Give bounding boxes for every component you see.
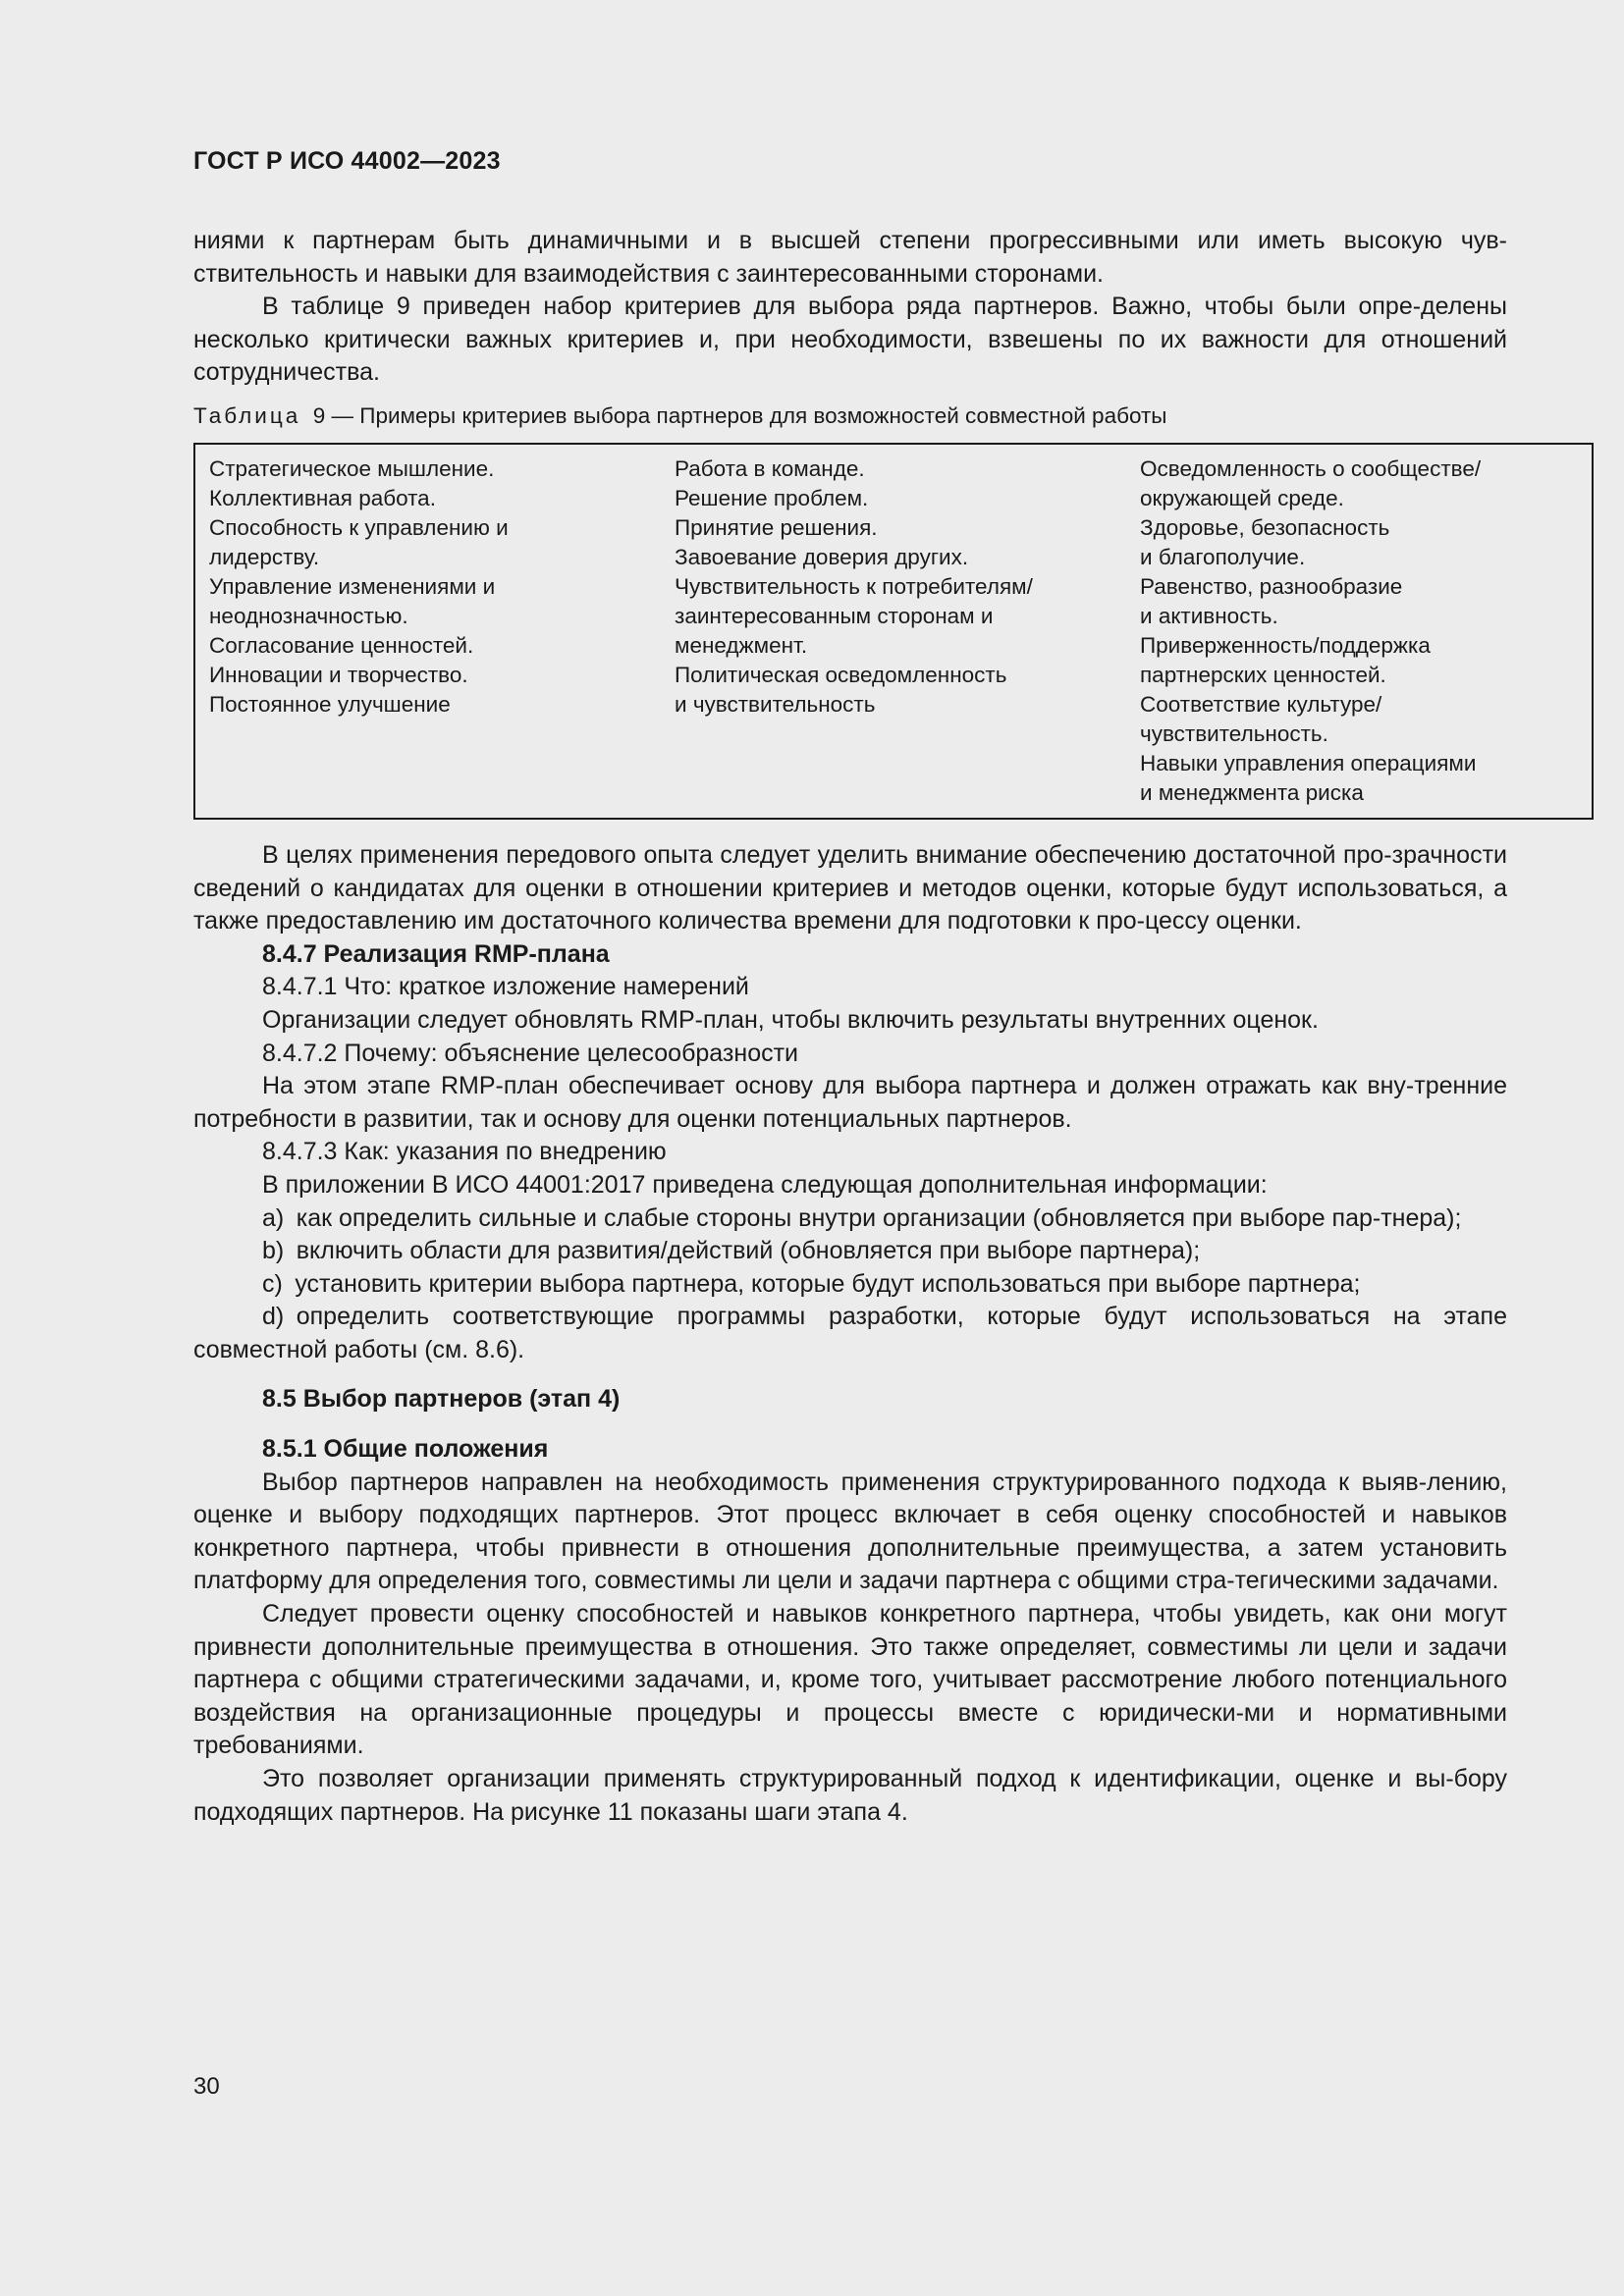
table-cell-line: Здоровье, безопасность <box>1140 514 1390 540</box>
table-cell-line: Постоянное улучшение <box>209 691 451 717</box>
subsection-heading-8-4-7-3: 8.4.7.3 Как: указания по внедрению <box>262 1138 667 1166</box>
table-cell-line: Стратегическое мышление. <box>209 455 495 481</box>
table-cell-line: неоднозначностью. <box>209 603 408 628</box>
criteria-table <box>193 443 1594 820</box>
paragraph-8-4-7-3-intro: В приложении В ИСО 44001:2017 приведена следующая дополнительная информации: <box>262 1170 1268 1199</box>
table-cell-line: чувствительность. <box>1140 721 1328 746</box>
paragraph-8-4-7-2: На этом этапе RMP-план обеспечивает основу для выбора партнера и должен отражать как вну-тренние потребности в развитии, так и основу для оценки потенциальных партнеров. <box>193 1072 1507 1133</box>
table-cell-line: Равенство, разнообразие <box>1140 573 1403 599</box>
table-caption-text: 9 — Примеры критериев выбора партнеров для возможностей совместной работы <box>312 402 1167 428</box>
paragraph-best-practice: В целях применения передового опыта следует уделить внимание обеспечению достаточной про-зрачности сведений о кандидатах для оценки в отношении критериев и методов оценки, которые будут использоваться, а также предоставлению им достаточного количества времени для подготовки к про-цессу оценки. <box>193 840 1507 935</box>
subsection-heading-8-4-7-1: 8.4.7.1 Что: краткое изложение намерений <box>262 973 749 1001</box>
table-cell-line: Принятие решения. <box>675 514 878 540</box>
section-heading-8-5-1: 8.5.1 Общие положения <box>262 1435 549 1464</box>
table-cell-line: Работа в команде. <box>675 455 865 481</box>
table-cell-line: Осведомленность о сообществе/ <box>1140 455 1482 481</box>
paragraph-continuation: ниями к партнерам быть динамичными и в высшей степени прогрессивными или иметь высокую чув-ствительность и навыки для взаимодействия с заинтересованными сторонами. <box>193 227 1507 288</box>
section-gap <box>193 1416 1507 1433</box>
table-row <box>194 444 1593 819</box>
table-cell-line: Политическая осведомленность <box>675 662 1007 687</box>
table-cell-line: окружающей среде. <box>1140 485 1344 510</box>
table-cell-line: Чувствительность к потребителям/ <box>675 573 1033 599</box>
paragraph-table-intro: В таблице 9 приведен набор критериев для выбора ряда партнеров. Важно, чтобы были опре-делены несколько критически важных критериев и, при необходимости, взвешены по их важности для отношений сотрудничества. <box>193 293 1507 387</box>
table-cell-line: и благополучие. <box>1140 544 1306 569</box>
table-cell-column-2 <box>661 444 1126 819</box>
list-item-c: c) установить критерии выбора партнера, которые будут использоваться при выборе партнера; <box>262 1269 1361 1298</box>
section-heading-8-4-7: 8.4.7 Реализация RMP-плана <box>262 939 610 968</box>
section-heading-8-5: 8.5 Выбор партнеров (этап 4) <box>262 1385 621 1414</box>
paragraph-8-5-1-a: Выбор партнеров направлен на необходимость применения структурированного подхода к выяв-лению, оценке и выбору подходящих партнеров. Этот процесс включает в себя оценку способностей и навыков конкретного партнера, чтобы привнести в отношения дополнительные преимущества, а затем установить платформу для определения того, совместимы ли цели и задачи партнера с общими стра-тегическими задачами. <box>193 1468 1507 1595</box>
table-cell-line: и менеджмента риска <box>1140 779 1364 805</box>
table-cell-column-1 <box>194 444 661 819</box>
table-caption-label: Таблица <box>193 402 301 428</box>
table-cell-line: и чувствительность <box>675 691 876 717</box>
table-cell-line: и активность. <box>1140 603 1278 628</box>
paragraph-8-5-1-b: Следует провести оценку способностей и навыков конкретного партнера, чтобы увидеть, как они могут привнести дополнительные преимущества в отношения. Это также определяет, совместимы ли цели и задачи партнера с общими стратегическими задачами, и, кроме того, учитывает рассмотрение любого потенциального воздействия на организационные процедуры и процессы вместе с юридически-ми и нормативными требованиями. <box>193 1600 1507 1760</box>
paragraph-8-5-1-c: Это позволяет организации применять структурированный подход к идентификации, оценке и вы-бору подходящих партнеров. На рисунке 11 показаны шаги этапа 4. <box>193 1765 1507 1826</box>
table-cell-line: заинтересованным сторонам и <box>675 603 994 628</box>
table-cell-line: Инновации и творчество. <box>209 662 468 687</box>
list-item-b: b) включить области для развития/действий (обновляется при выборе партнера); <box>262 1237 1201 1265</box>
section-gap <box>193 1366 1507 1383</box>
table-cell-line: лидерству. <box>209 544 320 569</box>
list-item-d: d) определить соответствующие программы разработки, которые будут использоваться на этапе совместной работы (см. 8.6). <box>193 1303 1507 1363</box>
table-cell-line: менеджмент. <box>675 632 808 658</box>
table-cell-line: Способность к управлению и <box>209 514 509 540</box>
table-cell-line: Согласование ценностей. <box>209 632 474 658</box>
table-cell-line: партнерских ценностей. <box>1140 662 1386 687</box>
paragraph-8-4-7-1: Организации следует обновлять RMP-план, чтобы включить результаты внутренних оценок. <box>262 1005 1319 1034</box>
table-cell-column-3 <box>1126 444 1593 819</box>
table-cell-line: Приверженность/поддержка <box>1140 632 1431 658</box>
list-item-a: а) как определить сильные и слабые стороны внутри организации (обновляется при выборе пар-тнера); <box>262 1203 1462 1232</box>
table-cell-line: Коллективная работа. <box>209 485 436 510</box>
subsection-heading-8-4-7-2: 8.4.7.2 Почему: объяснение целесообразности <box>262 1039 799 1067</box>
table-cell-line: Навыки управления операциями <box>1140 750 1477 775</box>
table-cell-line: Соответствие культуре/ <box>1140 691 1382 717</box>
table-cell-line: Решение проблем. <box>675 485 869 510</box>
table-cell-line: Завоевание доверия других. <box>675 544 969 569</box>
document-header: ГОСТ Р ИСО 44002—2023 <box>193 147 501 175</box>
page-number: 30 <box>193 2073 220 2100</box>
table-cell-line: Управление изменениями и <box>209 573 496 599</box>
document-body <box>193 225 1507 1829</box>
table-caption <box>193 401 1507 431</box>
